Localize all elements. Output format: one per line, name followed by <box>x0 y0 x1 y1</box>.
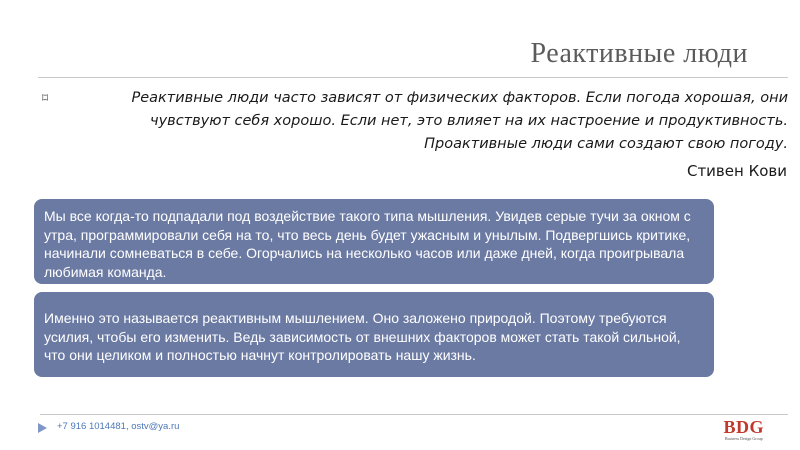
quote-line-2: чувствуют себя хорошо. Если нет, это влияет на их настроение и продуктивность. <box>150 113 788 129</box>
quote-author: Стивен Кови <box>686 162 787 180</box>
footer-contacts: +7 916 1014481, ostv@ya.ru <box>57 421 180 432</box>
quote-line-3: Проактивные люди сами создают свою погоду. <box>424 136 788 152</box>
bullet-icon: ⌑ <box>42 91 49 105</box>
text-card-2 <box>32 290 716 379</box>
logo-mark: BDG <box>723 417 764 437</box>
arrow-right-icon <box>38 423 47 433</box>
logo-subtitle: Business Design Group <box>724 436 763 441</box>
quote-line-1: Реактивные люди часто зависят от физических факторов. Если погода хорошая, они <box>131 90 788 106</box>
logo <box>723 418 764 441</box>
quote-block <box>38 87 788 156</box>
card-2-text: Именно это называется реактивным мышлением. Оно заложено природой. Поэтому требуются усилия, чтобы его изменить. Ведь зависимость от внешних факторов может стать такой сильной, что они целиком и полностью начнут контролировать нашу жизнь. <box>44 310 681 363</box>
text-card-1 <box>32 197 716 286</box>
slide-title: Реактивные люди <box>530 38 748 69</box>
card-1-text: Мы все когда-то подпадали под воздействие такого типа мышления. Увидев серые тучи за окном с утра, программировали себя на то, что весь день будет ужасным и унылым. Подвергшись критике, начинали сомневаться в себе. Огорчались на несколько часов или даже дней, когда проигрывала любимая команда. <box>44 208 691 280</box>
footer-divider <box>40 414 788 415</box>
title-divider <box>38 77 788 78</box>
